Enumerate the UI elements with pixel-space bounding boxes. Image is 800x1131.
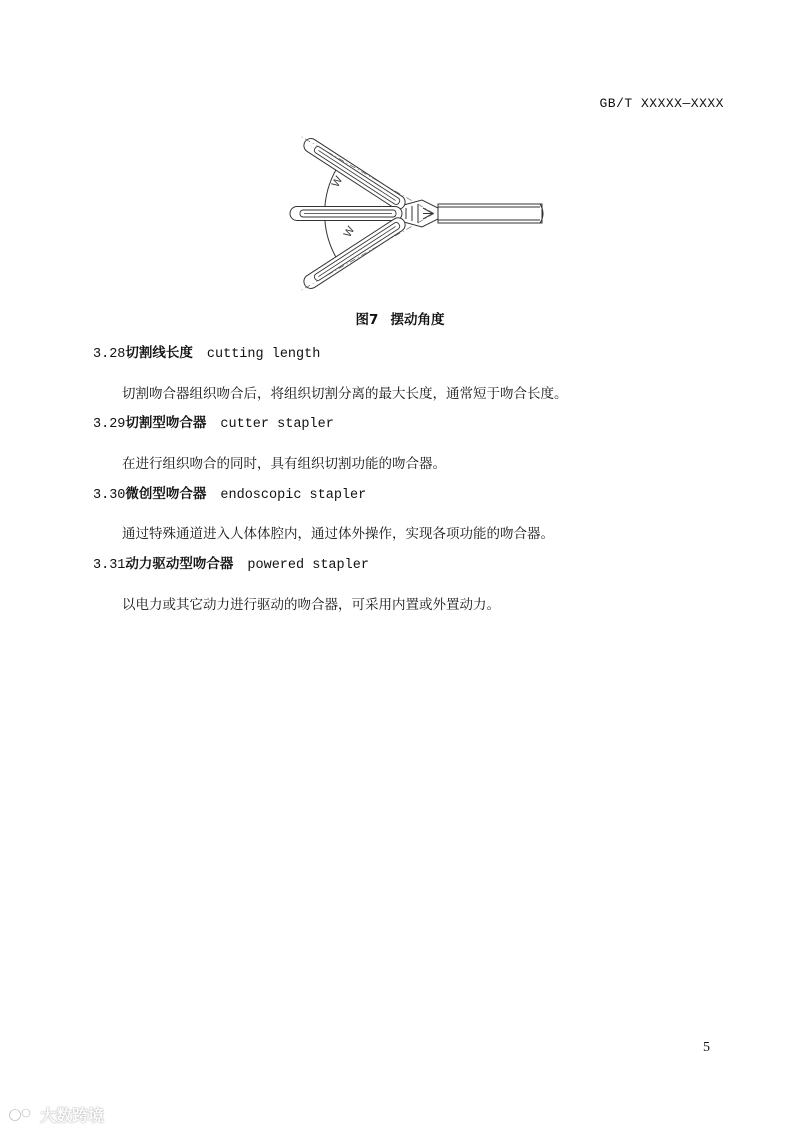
term-definition: 以电力或其它动力进行驱动的吻合器，可采用内置或外置动力。 bbox=[122, 597, 500, 613]
term-number: 3.28 bbox=[93, 347, 126, 362]
term-chinese: 切割线长度 bbox=[125, 345, 193, 361]
term-chinese: 动力驱动型吻合器 bbox=[125, 556, 234, 572]
angle-label-upper: W bbox=[329, 174, 346, 190]
figure-title: 摆动角度 bbox=[390, 312, 445, 328]
jaw-upper bbox=[301, 136, 408, 212]
standard-code: GB/T XXXXX—XXXX bbox=[599, 96, 724, 111]
stapler-shaft bbox=[438, 204, 543, 223]
figure-number: 图7 bbox=[355, 312, 379, 328]
jaw-lower bbox=[301, 215, 408, 291]
term-heading bbox=[93, 552, 369, 573]
term-chinese: 切割型吻合器 bbox=[125, 415, 207, 431]
term-heading bbox=[93, 341, 320, 362]
term-number: 3.31 bbox=[93, 558, 126, 573]
term-english: cutter stapler bbox=[220, 417, 334, 432]
term-english: powered stapler bbox=[247, 558, 369, 573]
stapler-drawing bbox=[282, 128, 554, 294]
term-number: 3.29 bbox=[93, 417, 126, 432]
figure-caption bbox=[0, 308, 800, 328]
watermark-logo-icon bbox=[8, 1105, 34, 1125]
term-english: cutting length bbox=[206, 347, 321, 362]
term-definition: 通过特殊通道进入人体体腔内，通过体外操作，实现各项功能的吻合器。 bbox=[122, 526, 554, 542]
term-english: endoscopic stapler bbox=[220, 488, 367, 503]
watermark-text: 大数跨境 bbox=[40, 1106, 105, 1125]
term-chinese: 微创型吻合器 bbox=[125, 486, 207, 502]
term-number: 3.30 bbox=[93, 488, 126, 503]
term-heading bbox=[93, 482, 366, 503]
angle-label-lower: W bbox=[341, 224, 358, 240]
term-definition: 切割吻合器组织吻合后，将组织切割分离的最大长度，通常短于吻合长度。 bbox=[122, 386, 568, 402]
articulation-angle-figure bbox=[282, 128, 554, 294]
pivot-joint bbox=[400, 200, 438, 227]
watermark bbox=[8, 1103, 104, 1126]
jaw-middle bbox=[290, 207, 402, 221]
page-number: 5 bbox=[703, 1040, 710, 1055]
term-definition: 在进行组织吻合的同时，具有组织切割功能的吻合器。 bbox=[122, 456, 446, 472]
term-heading bbox=[93, 411, 334, 432]
